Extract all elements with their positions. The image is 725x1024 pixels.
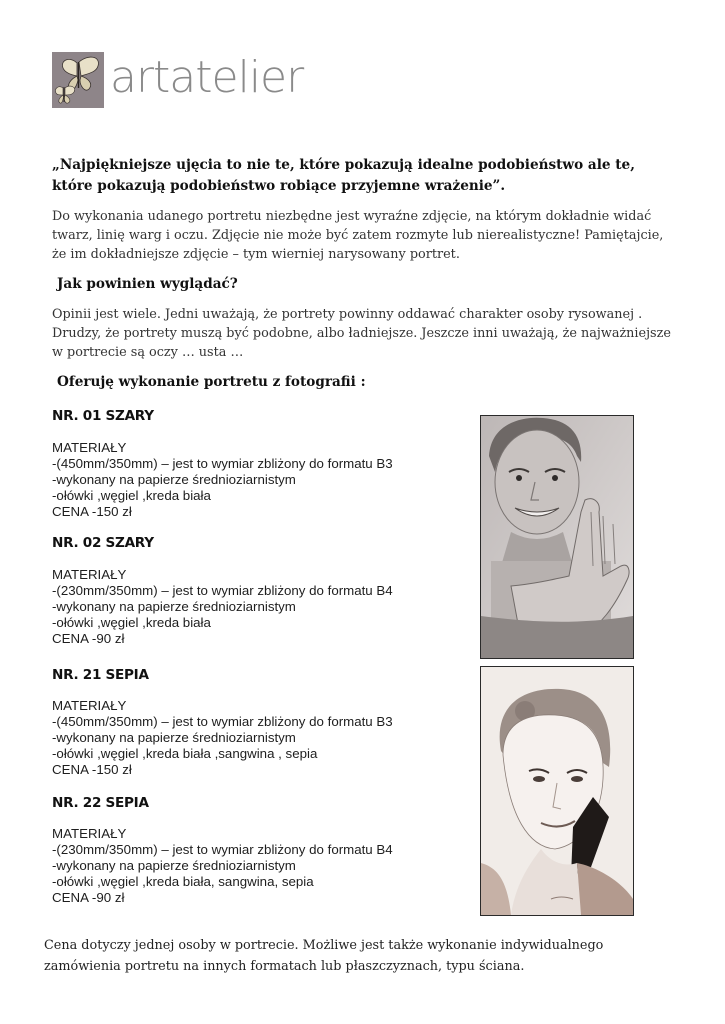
product-line: -ołówki ,węgiel ,kreda biała [52,615,211,630]
product-line: -wykonany na papierze średnioziarnistym [52,599,296,614]
product-line: -wykonany na papierze średnioziarnistym [52,730,296,745]
intro-paragraph: Do wykonania udanego portretu niezbędne jest wyraźne zdjęcie, na którym dokładnie widać twarz, linię warg i oczu. Zdjęcie nie może być zatem rozmyte lub nierealistyczne! Pamiętajcie, że im dokładniejsze zdjęcie – tym wierniej narysowany portret. [52,209,664,262]
product-details [52,698,452,778]
materials-label: MATERIAŁY [52,440,127,455]
product-price: CENA -150 zł [52,504,132,519]
brand-logo [52,52,312,108]
portrait-photo-grey [480,415,634,659]
product-details [52,567,452,647]
product-line: -(230mm/350mm) – jest to wymiar zbliżony do formatu B4 [52,583,393,598]
offer-heading: Oferuję wykonanie portretu z fotografii : [57,374,366,390]
product-line: -wykonany na papierze średnioziarnistym [52,858,296,873]
materials-label: MATERIAŁY [52,826,127,841]
product-details [52,440,452,520]
footer-note: Cena dotyczy jednej osoby w portrecie. Możliwe jest także wykonanie indywidualnego zamówienia portretu na innych formatach lub płaszczyznach, typu ściana. [44,938,604,974]
product-title: NR. 22 SEPIA [52,795,149,811]
product-title: NR. 02 SZARY [52,535,154,551]
product-price: CENA -150 zł [52,762,132,777]
section-paragraph: Opinii jest wiele. Jedni uważają, że portrety powinny oddawać charakter osoby rysowanej . Drudzy, że portrety muszą być podobne, albo ładniejsze. Jeszcze inni uważają, że najważniejsze w portrecie są oczy … usta … [52,307,671,360]
product-title: NR. 01 SZARY [52,408,154,424]
product-line: -(450mm/350mm) – jest to wymiar zbliżony do formatu B3 [52,456,393,471]
section-heading: Jak powinien wyglądać? [57,276,238,292]
product-line: -ołówki ,węgiel ,kreda biała [52,488,211,503]
materials-label: MATERIAŁY [52,567,127,582]
product-line: -ołówki ,węgiel ,kreda biała, sangwina, sepia [52,874,314,889]
product-line: -(230mm/350mm) – jest to wymiar zbliżony do formatu B4 [52,842,393,857]
butterfly-logo-icon [52,52,104,108]
quote-text: „Najpiękniejsze ujęcia to nie te, które pokazują idealne podobieństwo ale te, które pokazują podobieństwo robiące przyjemne wrażenie”. [52,157,635,194]
product-price: CENA -90 zł [52,631,125,646]
product-line: -(450mm/350mm) – jest to wymiar zbliżony do formatu B3 [52,714,393,729]
product-price: CENA -90 zł [52,890,125,905]
product-title: NR. 21 SEPIA [52,667,149,683]
portrait-photo-sepia [480,666,634,916]
brand-name: artatelier [110,52,304,103]
product-line: -ołówki ,węgiel ,kreda biała ,sangwina , sepia [52,746,318,761]
materials-label: MATERIAŁY [52,698,127,713]
product-details [52,826,452,906]
product-line: -wykonany na papierze średnioziarnistym [52,472,296,487]
